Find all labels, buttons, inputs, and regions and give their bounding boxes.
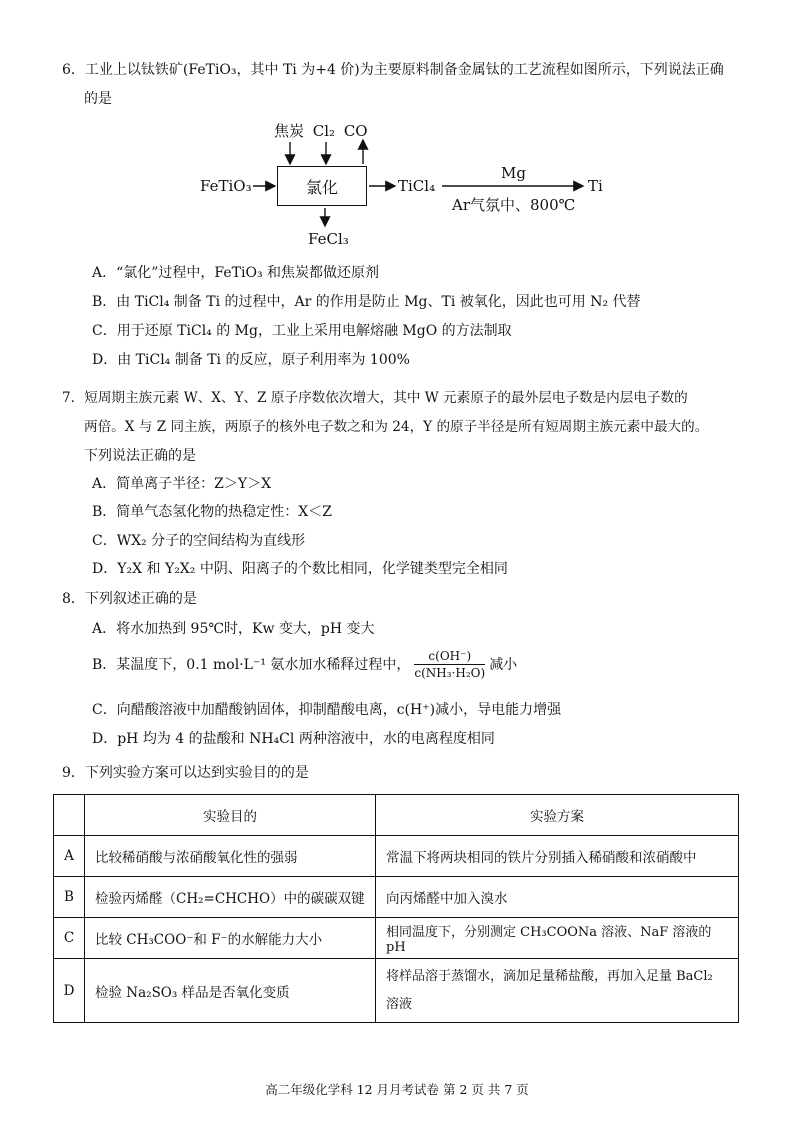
- q6-option-a: A．“氯化”过程中，FeTiO₃ 和焦炭都做还原剂: [92, 265, 380, 281]
- row-goal: 比较 CH₃COO⁻和 F⁻的水解能力大小: [85, 918, 376, 959]
- row-plan: [376, 959, 739, 1023]
- q8-option-b-tail: 减小: [489, 656, 518, 673]
- row-key: B: [54, 877, 85, 918]
- q6-process-diagram: [195, 118, 615, 258]
- diagram-output-fecl3: FeCl₃: [308, 230, 349, 248]
- chlorination-box: 氯化: [277, 166, 367, 206]
- table-row: [54, 918, 739, 959]
- row-goal: 检验 Na₂SO₃ 样品是否氧化变质: [85, 959, 376, 1023]
- q7-option-c: C．WX₂ 分子的空间结构为直线形: [92, 533, 306, 549]
- q8-option-b: [92, 650, 517, 679]
- row-plan: 向丙烯醛中加入溴水: [376, 877, 739, 918]
- q7-option-b: B．简单气态氢化物的热稳定性：X＜Z: [92, 504, 332, 520]
- q6-stem-line2: 的是: [84, 91, 112, 107]
- header-goal: 实验目的: [85, 795, 376, 836]
- row-plan: 相同温度下，分别测定 CH₃COONa 溶液、NaF 溶液的 pH: [376, 918, 739, 959]
- diagram-condition: Ar气氛中、800℃: [452, 196, 576, 214]
- q6-option-b: B．由 TiCl₄ 制备 Ti 的过程中，Ar 的作用是防止 Mg、Ti 被氧化，因此也可用 N₂ 代替: [92, 294, 641, 310]
- table-header-row: [54, 795, 739, 836]
- diagram-input-fetio3: FeTiO₃: [200, 177, 252, 195]
- row-plan-line1: 将样品溶于蒸馏水，滴加足量稀盐酸，再加入足量 BaCl₂: [386, 968, 713, 984]
- table-row: [54, 877, 739, 918]
- diagram-reagent-mg: Mg: [501, 164, 526, 182]
- q8-option-a: A．将水加热到 95℃时，Kw 变大，pH 变大: [92, 621, 375, 637]
- row-goal: 比较稀硝酸与浓硝酸氧化性的强弱: [85, 836, 376, 877]
- q9-stem: 9．下列实验方案可以达到实验目的的是: [62, 765, 309, 781]
- q7-stem-line2: 两倍。X 与 Z 同主族，两原子的核外电子数之和为 24，Y 的原子半径是所有短周期主族元素中最大的。: [84, 419, 709, 435]
- q8-stem: 8．下列叙述正确的是: [62, 591, 197, 607]
- table-row: [54, 836, 739, 877]
- diagram-product-ticl4: TiCl₄: [398, 177, 436, 195]
- q8-option-c: C．向醋酸溶液中加醋酸钠固体，抑制醋酸电离，c(H⁺)减小，导电能力增强: [92, 702, 562, 718]
- q8-option-b-text: B．某温度下，0.1 mol·L⁻¹ 氨水加水稀释过程中，: [92, 656, 411, 673]
- q6-option-c: C．用于还原 TiCl₄ 的 Mg，工业上采用电解熔融 MgO 的方法制取: [92, 323, 512, 339]
- diagram-top-inputs: 焦炭 Cl₂ CO: [274, 122, 368, 140]
- q9-table: [53, 794, 739, 1023]
- row-plan: 常温下将两块相同的铁片分别插入稀硝酸和浓硝酸中: [376, 836, 739, 877]
- header-key: [54, 795, 85, 836]
- q8-option-d: D．pH 均为 4 的盐酸和 NH₄Cl 两种溶液中，水的电离程度相同: [92, 731, 495, 747]
- fraction-numerator: c(OH⁻): [414, 650, 485, 665]
- q7-option-d: D．Y₂X 和 Y₂X₂ 中阴、阳离子的个数比相同，化学键类型完全相同: [92, 561, 508, 577]
- header-plan: 实验方案: [376, 795, 739, 836]
- row-key: A: [54, 836, 85, 877]
- row-goal: 检验丙烯醛（CH₂=CHCHO）中的碳碳双键: [85, 877, 376, 918]
- row-key: D: [54, 959, 85, 1023]
- table-row: [54, 959, 739, 1023]
- q7-option-a: A．简单离子半径：Z＞Y＞X: [92, 476, 272, 492]
- q8-option-b-fraction: [414, 650, 485, 679]
- row-plan-line2: 溶液: [386, 996, 413, 1012]
- q6-option-d: D．由 TiCl₄ 制备 Ti 的反应，原子利用率为 100%: [92, 352, 410, 368]
- q6-stem-line1: 6．工业上以钛铁矿(FeTiO₃，其中 Ti 为+4 价)为主要原料制备金属钛的工艺流程如图所示，下列说法正确: [62, 62, 724, 78]
- diagram-final-ti: Ti: [588, 177, 603, 195]
- page-footer: 高二年级化学科 12 月月考试卷 第 2 页 共 7 页: [265, 1082, 529, 1097]
- q7-stem-line1: 7．短周期主族元素 W、X、Y、Z 原子序数依次增大，其中 W 元素原子的最外层电子数是内层电子数的: [62, 390, 688, 406]
- q7-stem-line3: 下列说法正确的是: [84, 448, 196, 464]
- fraction-denominator: c(NH₃·H₂O): [414, 666, 486, 680]
- row-key: C: [54, 918, 85, 959]
